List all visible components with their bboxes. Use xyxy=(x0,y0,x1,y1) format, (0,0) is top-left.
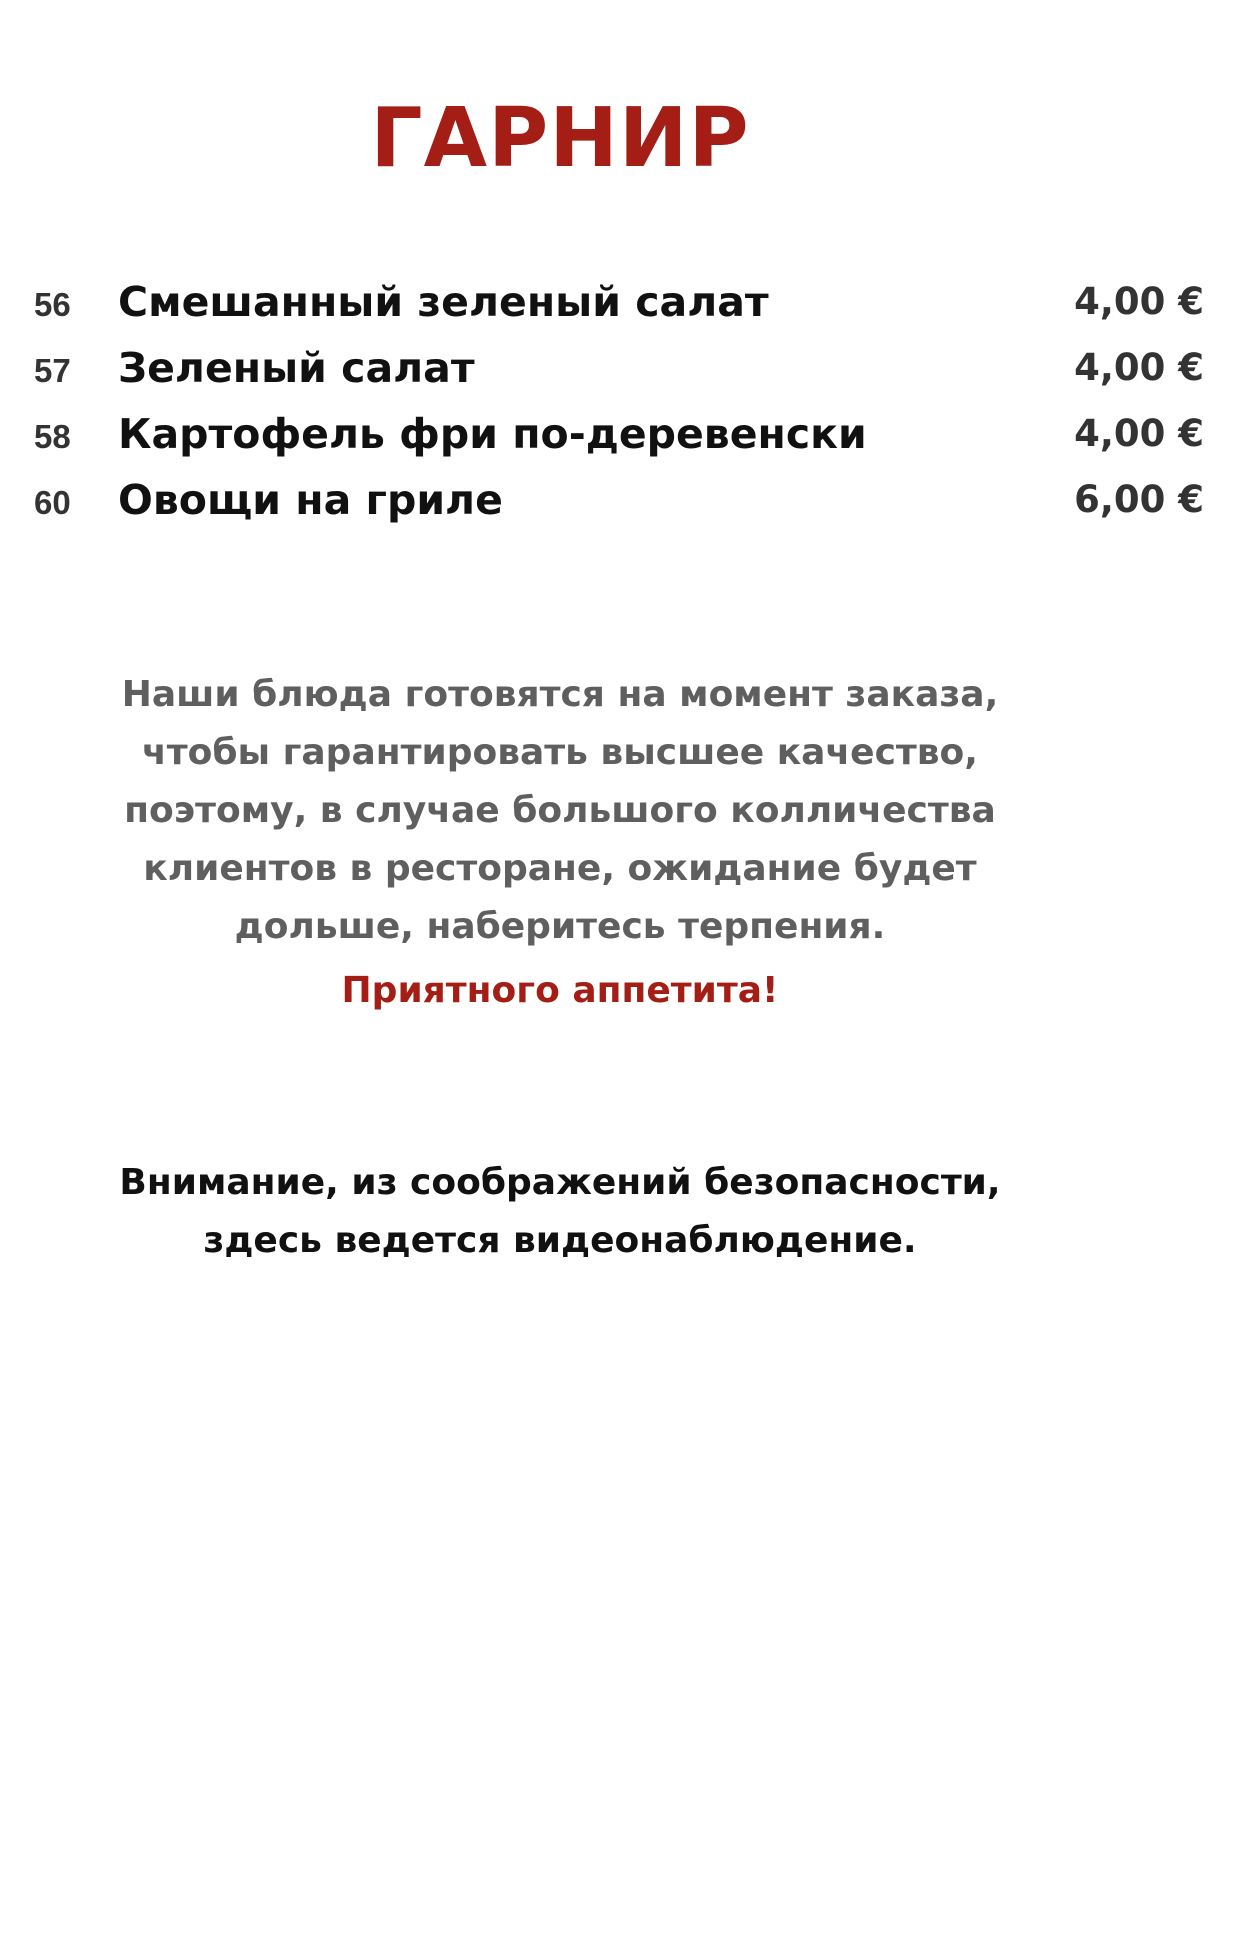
menu-item xyxy=(0,278,1240,344)
menu-item-number: 58 xyxy=(34,418,71,455)
menu-item-number: 56 xyxy=(34,286,71,323)
menu-item-name: Зеленый салат xyxy=(118,344,475,392)
notice-line: чтобы гарантировать высшее качество, xyxy=(142,732,978,773)
notice-line: поэтому, в случае большого колличества xyxy=(124,790,996,831)
notice-line: дольше, наберитесь терпения. xyxy=(234,906,886,947)
notice-line: Наши блюда готовятся на момент заказа, xyxy=(121,674,999,715)
menu-item-name: Смешанный зеленый салат xyxy=(118,278,769,326)
menu-item-price: 4,00 € xyxy=(1074,412,1204,455)
menu-item xyxy=(0,476,1240,542)
menu-item-number: 60 xyxy=(34,484,71,521)
appetite-wish: Приятного аппетита! xyxy=(341,970,779,1011)
warning-line: Внимание, из соображений безопасности, xyxy=(119,1162,1001,1203)
menu-item xyxy=(0,344,1240,410)
menu-item-price: 6,00 € xyxy=(1074,478,1204,521)
notice-line: клиентов в ресторане, ожидание будет xyxy=(143,848,977,889)
menu-item-name: Овощи на гриле xyxy=(118,476,503,524)
menu-item-price: 4,00 € xyxy=(1074,346,1204,389)
warning-line: здесь ведется видеонаблюдение. xyxy=(203,1220,917,1261)
menu-item-price: 4,00 € xyxy=(1074,280,1204,323)
preparation-notice xyxy=(0,666,1120,956)
surveillance-warning xyxy=(0,1154,1120,1270)
menu-item-name: Картофель фри по-деревенски xyxy=(118,410,867,458)
page-title: ГАРНИР xyxy=(370,91,750,186)
menu-item-number: 57 xyxy=(34,352,71,389)
menu-item xyxy=(0,410,1240,476)
menu-list xyxy=(0,278,1240,542)
